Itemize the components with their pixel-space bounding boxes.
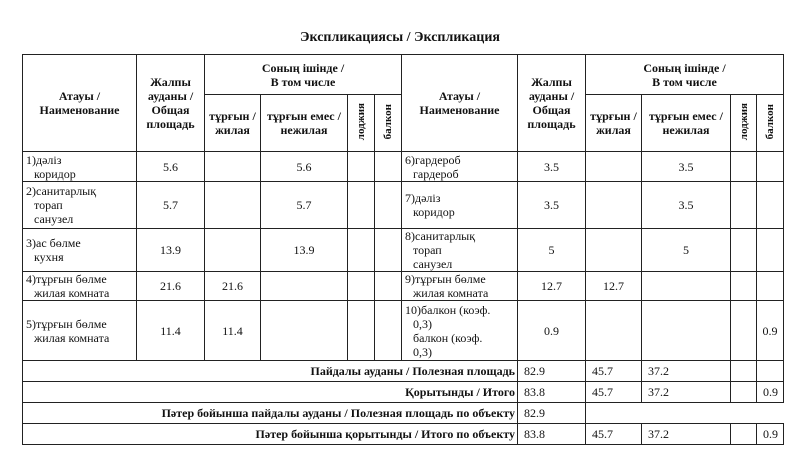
room-name-line: коридор bbox=[34, 166, 76, 181]
summary-loggia-cell bbox=[731, 382, 757, 403]
right-living-cell bbox=[586, 152, 642, 182]
header-row-1 bbox=[23, 55, 784, 95]
balcony-header-right: балкон bbox=[757, 95, 784, 152]
summary-total-cell: 83.8 bbox=[518, 424, 586, 445]
left-balcony-cell bbox=[375, 152, 402, 182]
left-living-cell: 11.4 bbox=[205, 301, 261, 361]
table-row bbox=[23, 229, 784, 272]
room-name-line: 8)санитарлық bbox=[405, 229, 476, 243]
total-area-header-right: Жалпы ауданы / Общая площадь bbox=[518, 55, 586, 152]
living-header-right: тұрғын / жилая bbox=[586, 95, 642, 152]
right-loggia-cell bbox=[731, 152, 757, 182]
summary-nonliving-cell: 37.2 bbox=[642, 382, 731, 403]
right-loggia-cell bbox=[731, 229, 757, 272]
loggia-header-right: лоджия bbox=[731, 95, 757, 152]
left-row-name bbox=[23, 301, 137, 361]
summary-nonliving-cell: 37.2 bbox=[642, 361, 731, 382]
summary-row bbox=[23, 361, 784, 382]
left-living-cell: 21.6 bbox=[205, 272, 261, 301]
summary-row bbox=[23, 424, 784, 445]
name-header-right: Атауы / Наименование bbox=[402, 55, 518, 152]
room-name-line: 3)ас бөлме bbox=[26, 236, 81, 250]
room-name-line: санузел bbox=[34, 212, 74, 226]
left-living-cell bbox=[205, 229, 261, 272]
summary-loggia-cell bbox=[731, 361, 757, 382]
right-balcony-cell bbox=[757, 152, 784, 182]
left-row-name bbox=[23, 182, 137, 229]
summary-label: Қорытынды / Итого bbox=[23, 382, 518, 403]
left-total-cell: 5.6 bbox=[137, 152, 205, 182]
table-row bbox=[23, 301, 784, 361]
right-total-cell: 0.9 bbox=[518, 301, 586, 361]
room-name-line: балкон (коэф. bbox=[413, 330, 483, 345]
left-nonliving-cell bbox=[261, 272, 348, 301]
summary-label: Пәтер бойынша қорытынды / Итого по объекту bbox=[23, 424, 518, 445]
summary-label: Пәтер бойынша пайдалы ауданы / Полезная площадь по объекту bbox=[23, 403, 518, 424]
name-header: Атауы / Наименование bbox=[23, 55, 137, 152]
summary-row bbox=[23, 403, 784, 424]
summary-living-cell: 45.7 bbox=[586, 424, 642, 445]
room-name-line: кухня bbox=[34, 250, 64, 264]
room-name-line: жилая комната bbox=[34, 330, 110, 345]
room-name-line: 4)тұрғын бөлме bbox=[26, 272, 107, 286]
right-loggia-cell bbox=[731, 301, 757, 361]
room-name-line: 9)тұрғын бөлме bbox=[405, 272, 486, 286]
including-header-right: Соның ішінде / В том числе bbox=[586, 55, 784, 95]
left-loggia-cell bbox=[348, 301, 375, 361]
room-name-line: санузел bbox=[413, 257, 453, 271]
summary-total-cell: 83.8 bbox=[518, 382, 586, 403]
nonliving-header-right: тұрғын емес / нежилая bbox=[642, 95, 731, 152]
summary-row bbox=[23, 382, 784, 403]
right-balcony-cell bbox=[757, 229, 784, 272]
right-row-name bbox=[402, 182, 518, 229]
summary-loggia-cell bbox=[731, 424, 757, 445]
table-row bbox=[23, 272, 784, 301]
summary-balcony-cell: 0.9 bbox=[757, 382, 784, 403]
room-name-line: 5)тұрғын бөлме bbox=[26, 316, 107, 331]
summary-balcony-cell bbox=[757, 361, 784, 382]
left-balcony-cell bbox=[375, 272, 402, 301]
room-name-line: коридор bbox=[413, 205, 455, 219]
left-loggia-cell bbox=[348, 152, 375, 182]
loggia-header: лоджия bbox=[348, 95, 375, 152]
left-total-cell: 11.4 bbox=[137, 301, 205, 361]
left-balcony-cell bbox=[375, 301, 402, 361]
left-living-cell bbox=[205, 182, 261, 229]
right-row-name bbox=[402, 301, 518, 361]
left-loggia-cell bbox=[348, 182, 375, 229]
left-nonliving-cell: 5.7 bbox=[261, 182, 348, 229]
left-living-cell bbox=[205, 152, 261, 182]
summary-empty-cell bbox=[586, 403, 784, 424]
right-living-cell bbox=[586, 182, 642, 229]
room-name-line: 2)санитарлық bbox=[26, 184, 97, 198]
living-header: тұрғын / жилая bbox=[205, 95, 261, 152]
right-loggia-cell bbox=[731, 182, 757, 229]
room-name-line: жилая комната bbox=[34, 286, 110, 300]
balcony-header: балкон bbox=[375, 95, 402, 152]
left-total-cell: 5.7 bbox=[137, 182, 205, 229]
room-name-line: торап bbox=[34, 198, 63, 212]
right-nonliving-cell: 5 bbox=[642, 229, 731, 272]
room-name-line: 10)балкон (коэф. bbox=[405, 302, 491, 317]
left-nonliving-cell bbox=[261, 301, 348, 361]
left-balcony-cell bbox=[375, 182, 402, 229]
summary-living-cell: 45.7 bbox=[586, 361, 642, 382]
right-total-cell: 5 bbox=[518, 229, 586, 272]
right-total-cell: 3.5 bbox=[518, 152, 586, 182]
summary-total-cell: 82.9 bbox=[518, 403, 586, 424]
right-nonliving-cell: 3.5 bbox=[642, 152, 731, 182]
right-row-name bbox=[402, 229, 518, 272]
left-total-cell: 21.6 bbox=[137, 272, 205, 301]
left-row-name bbox=[23, 152, 137, 182]
right-loggia-cell bbox=[731, 272, 757, 301]
table-row bbox=[23, 182, 784, 229]
explication-table bbox=[22, 54, 784, 445]
summary-total-cell: 82.9 bbox=[518, 361, 586, 382]
right-nonliving-cell: 3.5 bbox=[642, 182, 731, 229]
room-name-line: торап bbox=[413, 243, 442, 257]
right-nonliving-cell bbox=[642, 272, 731, 301]
table-row bbox=[23, 152, 784, 182]
right-row-name bbox=[402, 272, 518, 301]
right-balcony-cell bbox=[757, 272, 784, 301]
page-title: Экспликациясы / Экспликация bbox=[300, 30, 500, 45]
left-row-name bbox=[23, 229, 137, 272]
right-balcony-cell: 0.9 bbox=[757, 301, 784, 361]
summary-balcony-cell: 0.9 bbox=[757, 424, 784, 445]
right-living-cell bbox=[586, 301, 642, 361]
left-loggia-cell bbox=[348, 229, 375, 272]
room-name-line: жилая комната bbox=[413, 286, 489, 300]
right-nonliving-cell bbox=[642, 301, 731, 361]
summary-nonliving-cell: 37.2 bbox=[642, 424, 731, 445]
right-living-cell bbox=[586, 229, 642, 272]
including-header: Соның ішінде / В том числе bbox=[205, 55, 402, 95]
left-loggia-cell bbox=[348, 272, 375, 301]
left-total-cell: 13.9 bbox=[137, 229, 205, 272]
right-total-cell: 12.7 bbox=[518, 272, 586, 301]
room-name-line: 7)дәліз bbox=[405, 191, 441, 205]
room-name-line: 0,3) bbox=[413, 316, 432, 331]
nonliving-header: тұрғын емес / нежилая bbox=[261, 95, 348, 152]
left-nonliving-cell: 13.9 bbox=[261, 229, 348, 272]
summary-living-cell: 45.7 bbox=[586, 382, 642, 403]
room-name-line: гардероб bbox=[413, 166, 459, 181]
left-balcony-cell bbox=[375, 229, 402, 272]
summary-label: Пайдалы ауданы / Полезная площадь bbox=[23, 361, 518, 382]
room-name-line: 1)дәліз bbox=[26, 152, 62, 167]
room-name-line: 0,3) bbox=[413, 344, 432, 359]
right-total-cell: 3.5 bbox=[518, 182, 586, 229]
right-balcony-cell bbox=[757, 182, 784, 229]
left-row-name bbox=[23, 272, 137, 301]
right-row-name bbox=[402, 152, 518, 182]
room-name-line: 6)гардероб bbox=[405, 152, 461, 167]
right-living-cell: 12.7 bbox=[586, 272, 642, 301]
left-nonliving-cell: 5.6 bbox=[261, 152, 348, 182]
total-area-header: Жалпы ауданы / Общая площадь bbox=[137, 55, 205, 152]
